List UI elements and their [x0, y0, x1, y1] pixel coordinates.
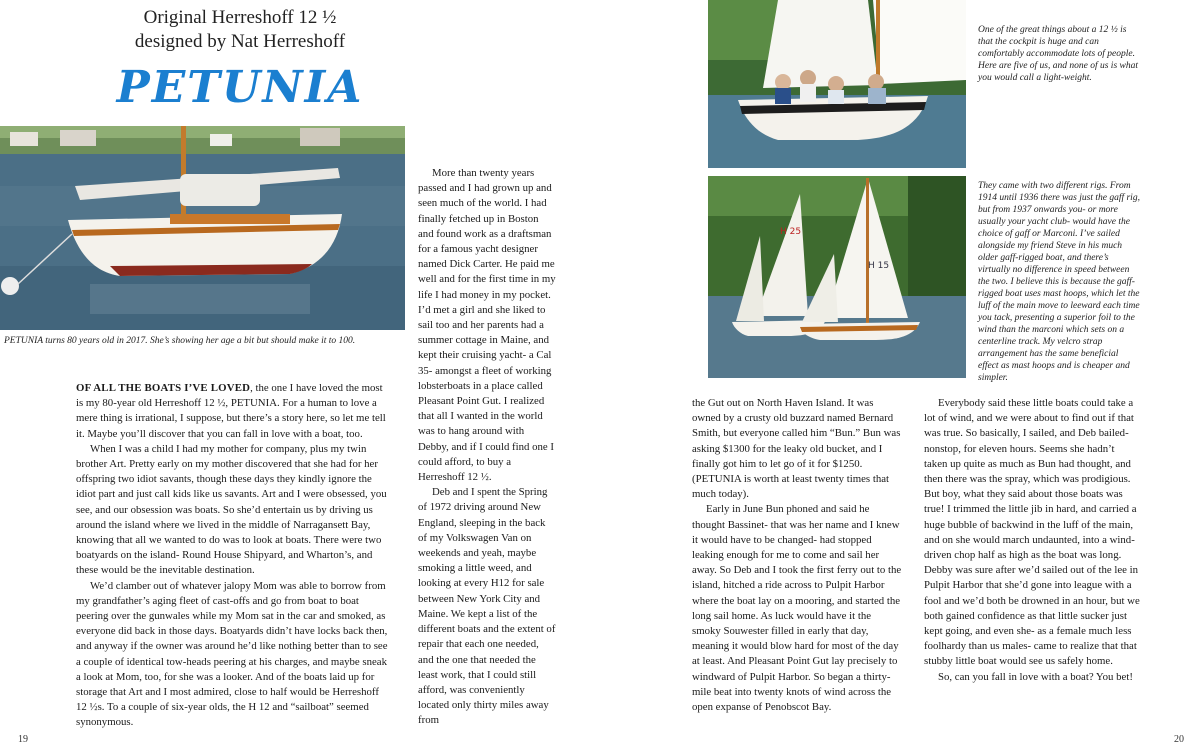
crew-sailing-illustration [708, 0, 966, 168]
crew-sailing-photo [708, 0, 966, 168]
paragraph-4: More than twenty years passed and I had grown up and seen much of the world. I had finally fetched up in Boston and found work as a draftsman for a famous yacht designer named Dick Carter. He paid me well and for the first time in my life I had money in my pocket. I’d met a girl and she liked to sail too and her parents had a summer cottage in Maine, and kept their cruising yacht- a Cal 35- amongst a fleet of working lobsterboats in a place called Pleasant Point Gut. I realized that all I wanted in the world was to hang around with Debby, and if I could find one I could afford, to buy a Herreshoff 12 ½. [418, 167, 556, 484]
paragraph-9: So, can you fall in love with a boat? You bet! [938, 670, 1133, 683]
paragraph-2: When I was a child I had my mother for company, plus my twin brother Art. Pretty early on my mother discovered that she had for her offspring two idiot savants, though these days they kindly ignore the idiot part and just call kids like us savants. Art and I were obsessed, you see, and our obsession was boats. So she’d entertain us by driving us around the island where we lived in the middle of Narragansett Bay, knowing that all we wanted to do was to look at boats. There were two boatyards on the island- Round House Shipyard, and Wharton’s, and these would be the inevitable destination. [76, 442, 387, 577]
page-number-left: 19 [18, 734, 28, 745]
petunia-moored-photo [0, 126, 405, 330]
article-subtitle [90, 6, 390, 54]
sail-number-1: H 25 [780, 227, 802, 237]
subtitle-line-1: Original Herreshoff 12 ½ [143, 7, 337, 28]
paragraph-5: Deb and I spent the Spring of 1972 driving around New England, sleeping in the back of my Volkswagen Van on weekends and yeah, maybe smoking a little weed, and looking at every H12 for sale between New York City and Maine. We kept a list of the different boats and the extent of repair that each one needed, and the one that needed the least work, that I could still afford, was conveniently located only thirty miles away from [418, 486, 556, 727]
article-column-4 [924, 396, 1140, 685]
article-column-1 [76, 381, 392, 731]
paragraph-6: the Gut out on North Haven Island. It was owned by a crusty old buzzard named Bernard Smith, but everyone called him “Bun.” Bun was asking $1300 for the leaky old bucket, and I finally got him to let go of it for $1250. (PETUNIA is worth at least twenty times that much today). [692, 397, 901, 501]
paragraph-3: We’d clamber out of whatever jalopy Mom was able to borrow from my grandfather’s aging fleet of cast-offs and go from boat to boat peering over the gunwales while my Mom sat in the car and smoked, as everyone did back in those days. Boatyards didn’t have locks back then, and anyway if the owner was around he’d like nothing better than to see a couple of identical tow-heads peering at his charges, and maybe sneak a look at Mom, too, for she was a looker. And of the boats laid up for storage that Art and I most admired, close to half would be Herreshoff 12 ½s. To a couple of six-year olds, the H 12 and “sailboat” seemed synonymous. [76, 579, 388, 729]
lead-in: OF ALL THE BOATS I’VE LOVED [76, 382, 251, 394]
article-column-3 [692, 396, 902, 715]
crew-photo-caption: One of the great things about a 12 ½ is that the cockpit is huge and can comfortably accommodate lots of people. Here are five of us, and none of us is what you would call a light-weight. [978, 25, 1138, 83]
page-number-right: 20 [1174, 734, 1184, 745]
paragraph-1: OF ALL THE BOATS I’VE LOVED, the one I have loved the most is my 80-year old Herreshoff 12 ½, PETUNIA. For a human to love a mere thing is irrational, I suppose, but there’s a story here, so let me tell it. Maybe you’ll discover that you can fall in love with a boat, too. [76, 382, 386, 440]
right-page [600, 0, 1200, 749]
rigs-photo-caption: They came with two different rigs. From 1914 until 1936 there was just the gaff rig, but from 1937 onwards you- or more usually your yacht club- would have the choice of gaff or Marconi. I’ve sailed alongside my friend Steve in his much older gaff-rigged boat, and there’s virtually no difference in speed between the two. I believe this is because the gaff- rigged boat uses mast hoops, which let the luff of the main move to leeward each time you tack, presenting a superior foil to the wind than the marconi which sets on a centerline track. My velcro strap arrangement has the same beneficial effect as mast hoops and is cheaper and simpler. [978, 181, 1140, 383]
article-title: PETUNIA [116, 62, 364, 113]
sail-number-2: H 15 [868, 261, 890, 271]
two-rigs-photo [708, 176, 966, 378]
subtitle-line-2: designed by Nat Herreshoff [134, 31, 346, 52]
article-column-2 [418, 166, 556, 729]
two-rigs-illustration [708, 176, 966, 378]
paragraph-7: Early in June Bun phoned and said he thought Bassinet- that was her name and I knew it would have to be changed- had stopped leaking enough for me to come and sail her away. So Deb and I took the first ferry out to the island, hitched a ride across to Pulpit Harbor where the boat lay on a mooring, and started the long sail home. As luck would have it the smoky Souwester filled in early that day, meaning it would blow hard for most of the day at least. And Pleasant Point Gut lay precisely to windward of Pulpit Harbor. So began a thirty-mile beat into twenty knots of wind across the open expanse of Penobscot Bay. [692, 503, 902, 714]
paragraph-8: Everybody said these little boats could take a lot of wind, and we were about to find out if that was true. So basically, I sailed, and Deb bailed- nonstop, for eleven hours. Seems she hadn’t taken up quite as much as Bun had thought, and then there was the spray, which was prodigious. But boy, what they said about those boats was true! I trimmed the little jib in hard, and carried a huge bubble of backwind in the luff of the main, and on she would march undaunted, into a wind-driven chop half as high as the boat was long. Debby was sure after we’d sailed out of the lee in Pulpit Harbor that she’d gone into league with a fool and we’d both be drowned in an hour, but we both gained confidence as that little sucker just kept going, and even she- as a female much less foolhardy than us males- came to realize that that stubby little boat would see us safely home. [924, 397, 1140, 668]
petunia-moored-illustration [0, 126, 405, 330]
main-photo-caption: PETUNIA turns 80 years old in 2017. She’s showing her age a bit but should make it to 100. [4, 336, 356, 346]
